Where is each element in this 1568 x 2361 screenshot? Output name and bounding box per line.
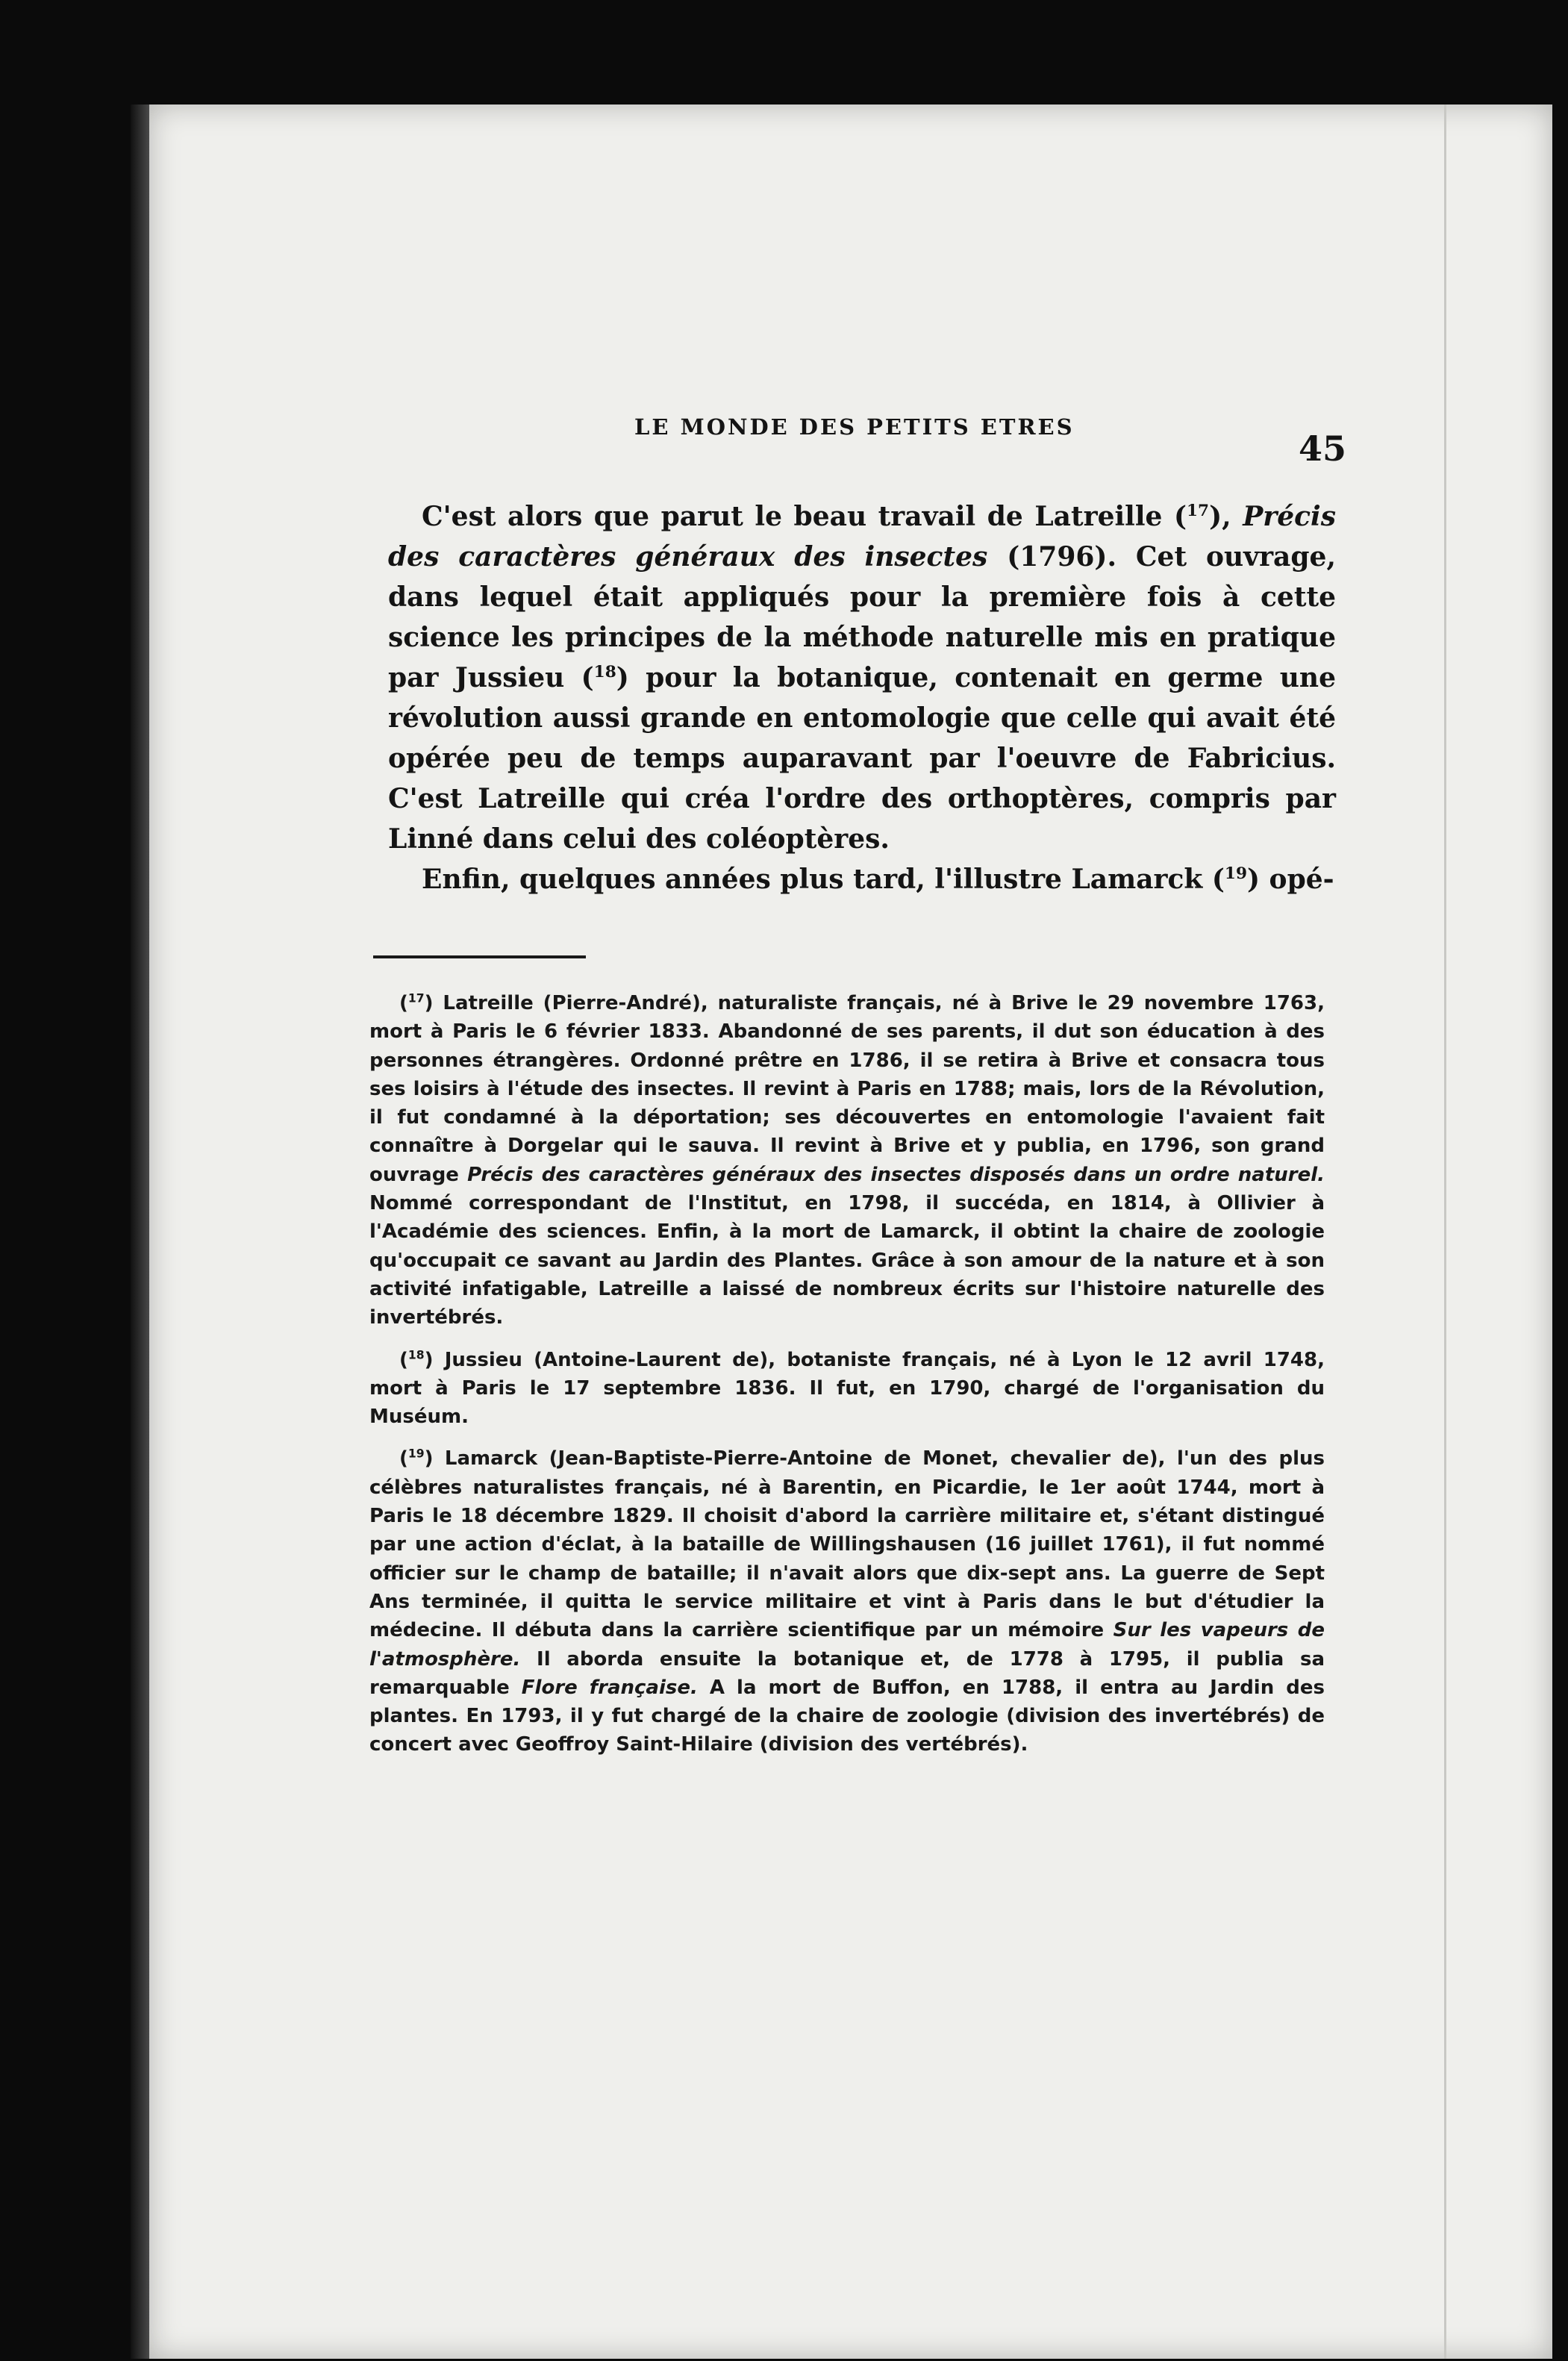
footnote-ref-18[interactable]: 18 xyxy=(593,663,616,682)
text-run: (1796). Cet ouvrage, dans lequel était appliqués pour la première fois à cette science les principes de la méthode naturelle mis en pratique par Jussieu ( xyxy=(388,541,1336,693)
text-run: Jussieu (Antoine-Laurent de), botaniste français, né à Lyon le 12 avril 1748, mort à Paris le 17 septembre 1836. Il fut, en 1790, chargé de l'organisation du Muséum. xyxy=(369,1348,1325,1429)
footnote-number: 17 xyxy=(407,991,425,1005)
footnote-18: ($^{18}$) Jussieu (Antoine-Laurent de), botaniste français, né à Lyon le 12 avril 1748, mort à Paris le 17 septembre 1836. Il fut, en 1790, chargé de l'organisation du Muséum. xyxy=(369,1347,1325,1429)
text-run: C'est alors que parut le beau travail de Latreille ( xyxy=(422,501,1187,532)
footnote-separator xyxy=(373,955,586,958)
footnote-19: ($^{19}$) Lamarck (Jean-Baptiste-Pierre-Antoine de Monet, chevalier de), l'un des plus célèbres naturalistes français, né à Barentin, en Picardie, le 1er août 1744, mort à Paris le 18 décembre 1829. Il choisit d'abord la carrière militaire et, s'étant distingué par une action d'éclat, à la bataille de Willingshausen (16 juillet 1761), il fut nommé officier sur le champ de bataille; il n'avait alors que dix-sept ans. La guerre de Sept Ans terminée, il quitta le service militaire et vint à Paris dans le but d'étudier la médecine. Il débuta dans la carrière scientifique par un mémoire Sur les vapeurs de l'atmosphère. Il aborda ensuite la botanique et, de 1778 à 1795, il publia sa remarquable Flore française. A la mort de Buffon, en 1788, il entra au Jardin des plantes. En 1793, il y fut chargé de la chaire de zoologie (division des invertébrés) de concert avec Geoffroy Saint-Hilaire (division des vertébrés). xyxy=(369,1447,1325,1756)
text-run: ) opé- xyxy=(1246,864,1334,895)
footnotes xyxy=(369,989,1325,1773)
paragraph-lamarck xyxy=(388,859,1336,899)
page-number: 45 xyxy=(1299,428,1347,469)
paragraph-latreille xyxy=(388,496,1336,859)
text-run: Nommé correspondant de l'Institut, en 1798, il succéda, en 1814, à Ollivier à l'Académie des sciences. Enfin, à la mort de Lamarck, il obtint la chaire de zoologie qu'occupait ce savant au Jardin des Plantes. Grâce à son amour de la nature et à son activité infatigable, Latreille a laissé de nombreux écrits sur l'histoire naturelle des invertébrés. xyxy=(369,1192,1325,1329)
text-run: Lamarck (Jean-Baptiste-Pierre-Antoine de Monet, chevalier de), l'un des plus célèbres naturalistes français, né à Barentin, en Picardie, le 1er août 1744, mort à Paris le 18 décembre 1829. Il choisit d'abord la carrière militaire et, s'étant distingué par une action d'éclat, à la bataille de Willingshausen (16 juillet 1761), il fut nommé officier sur le champ de bataille; il n'avait alors que dix-sept ans. La guerre de Sept Ans terminée, il quitta le service militaire et vint à Paris dans le but d'étudier la médecine. Il débuta dans la carrière scientifique par un mémoire xyxy=(369,1447,1325,1642)
book-title: Sur les vapeurs de l'atmosphère. xyxy=(369,1619,1325,1671)
page-edge-line xyxy=(1444,105,1446,2359)
footnote-number: 19 xyxy=(407,1447,425,1461)
main-text xyxy=(388,496,1336,899)
book-title: Flore française. xyxy=(521,1676,698,1699)
book-title: Précis des caractères généraux des insectes disposés dans un ordre naturel. xyxy=(467,1163,1325,1186)
text-run: A la mort de Buffon, en 1788, il entra au Jardin des plantes. En 1793, il y fut chargé de la chaire de zoologie (division des invertébrés) de concert avec Geoffroy Saint-Hilaire (division des vertébrés). xyxy=(369,1676,1325,1756)
footnote-number: 18 xyxy=(407,1347,425,1362)
text-run: ), xyxy=(1209,501,1243,532)
text-run: Il aborda ensuite la botanique et, de 1778 à 1795, il publia sa remarquable xyxy=(369,1647,1325,1699)
text-run: ) pour la botanique, contenait en germe une révolution aussi grande en entomologie que celle qui avait été opérée peu de temps auparavant par l'oeuvre de Fabricius. C'est Latreille qui créa l'ordre des orthoptères, compris par Linné dans celui des coléoptères. xyxy=(388,662,1337,855)
footnote-ref-19[interactable]: 19 xyxy=(1224,864,1247,883)
footnote-ref-17[interactable]: 17 xyxy=(1187,502,1210,520)
text-run: Enfin, quelques années plus tard, l'illustre Lamarck ( xyxy=(422,864,1225,895)
footnote-17: ($^{17}$) Latreille (Pierre-André), naturaliste français, né à Brive le 29 novembre 1763, mort à Paris le 6 février 1833. Abandonné de ses parents, il dut son éducation à des personnes étrangères. Ordonné prêtre en 1786, il se retira à Brive et consacra tous ses loisirs à l'étude des insectes. Il revint à Paris en 1788; mais, lors de la Révolution, il fut condamné à la déportation; ses découvertes en entomologie l'avaient fait connaître à Dorgelar qui le sauva. Il revint à Brive et y publia, en 1796, son grand ouvrage Précis des caractères généraux des insectes disposés dans un ordre naturel. Nommé correspondant de l'Institut, en 1798, il succéda, en 1814, à Ollivier à l'Académie des sciences. Enfin, à la mort de Lamarck, il obtint la chaire de zoologie qu'occupait ce savant au Jardin des Plantes. Grâce à son amour de la nature et à son activité infatigable, Latreille a laissé de nombreux écrits sur l'histoire naturelle des invertébrés. xyxy=(369,991,1325,1329)
text-run: Latreille (Pierre-André), naturaliste français, né à Brive le 29 novembre 1763, mort à Paris le 6 février 1833. Abandonné de ses parents, il dut son éducation à des personnes étrangères. Ordonné prêtre en 1786, il se retira à Brive et consacra tous ses loisirs à l'étude des insectes. Il revint à Paris en 1788; mais, lors de la Révolution, il fut condamné à la déportation; ses découvertes en entomologie l'avaient fait connaître à Dorgelar qui le sauva. Il revint à Brive et y publia, en 1796, son grand ouvrage xyxy=(369,992,1325,1186)
running-title: LE MONDE DES PETITS ETRES xyxy=(634,414,1075,440)
book-title: Précis des caractères généraux des insectes xyxy=(388,501,1336,573)
